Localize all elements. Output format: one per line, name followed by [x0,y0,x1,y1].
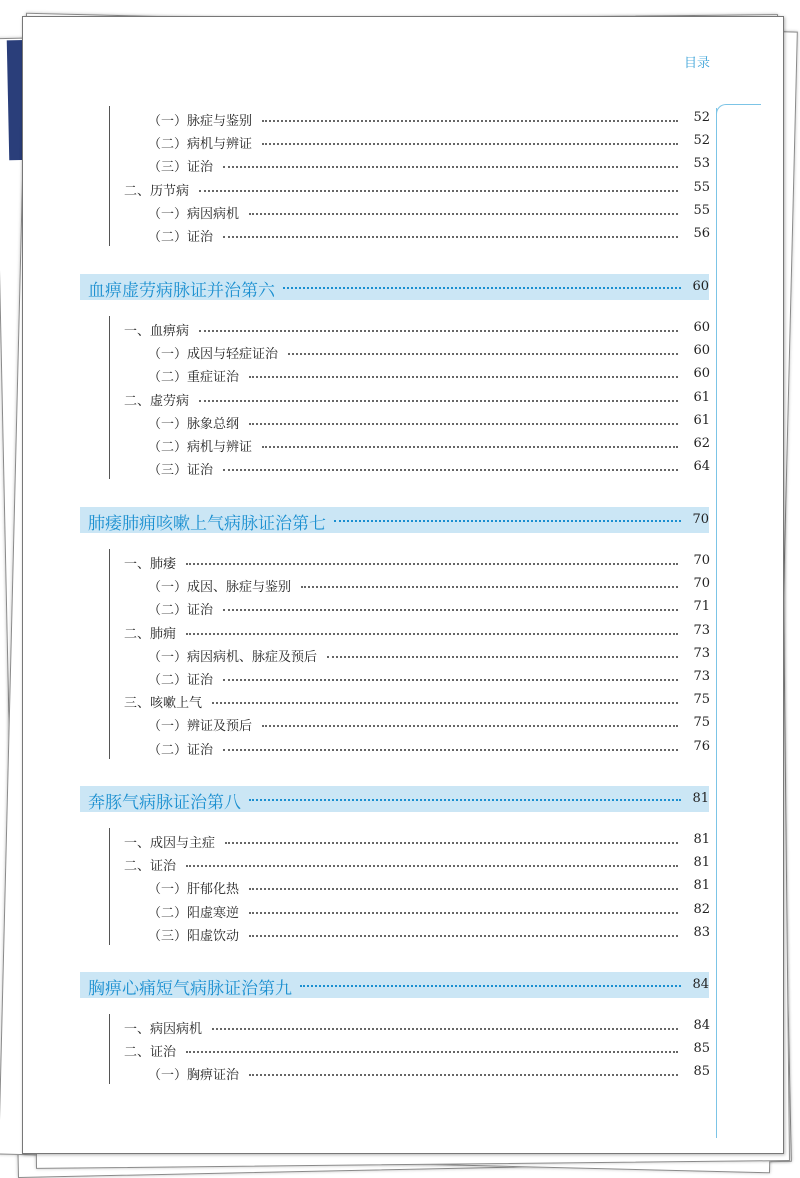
toc-page-number: 82 [693,901,710,917]
toc-section-label: 一、肺痿 [124,557,177,572]
toc-subsection-label: （一）肝郁化热 [148,882,240,898]
toc-page-number: 85 [693,1041,710,1057]
toc-page-number: 56 [693,226,710,241]
toc-subsection-label: （二）证治 [148,742,214,758]
toc-subsection-label: （一）胸痹证治 [148,1068,240,1084]
toc-subsection-label: （二）病机与辨证 [148,440,253,455]
leader-dots [288,353,678,355]
toc-entry[interactable] [0,576,800,596]
leader-dots [249,376,678,378]
toc-subsection-label: （二）阳虚寒逆 [148,905,240,921]
leader-dots [199,190,678,192]
toc-section-label: 一、病因病机 [124,1022,203,1037]
toc-subsection-label: （三）证治 [148,463,214,479]
toc-subsection-label: （二）重症证治 [148,370,240,386]
toc-entry[interactable] [0,226,800,246]
chapter-heading[interactable] [80,786,709,812]
toc-page-number: 81 [693,855,710,871]
chapter-title: 胸痹心痛短气病脉证治第九 [88,979,292,999]
toc-entry[interactable] [0,832,800,852]
toc-page-number: 70 [693,553,710,568]
toc-page-number: 85 [693,1064,710,1080]
leader-dots [199,400,678,402]
toc-entry[interactable] [0,436,800,456]
chapter-page-number: 70 [692,512,709,527]
toc-entry[interactable] [0,739,800,759]
toc-entry[interactable] [0,180,800,200]
toc-subsection-label: （一）辨证及预后 [148,719,253,735]
leader-dots [262,446,678,448]
chapter-title: 血痹虚劳病脉证并治第六 [88,281,275,301]
toc-page-number: 73 [693,622,710,638]
toc-entry[interactable] [0,390,800,410]
toc-entry[interactable] [0,855,800,875]
toc-page-number: 55 [693,202,710,218]
leader-dots [249,423,678,425]
leader-dots [249,1074,678,1076]
toc-entry[interactable] [0,366,800,386]
toc-entry[interactable] [0,459,800,479]
leader-dots [249,912,678,914]
chapter-title: 肺痿肺痈咳嗽上气病脉证治第七 [88,514,326,534]
leader-dots [223,166,678,168]
leader-dots [301,586,678,588]
leader-dots [199,330,678,332]
leader-dots [186,1051,678,1053]
toc-section-label: 一、成因与主症 [124,836,216,851]
toc-entry[interactable] [0,343,800,363]
leader-dots [249,799,681,801]
toc-subsection-label: （二）证治 [148,230,214,245]
toc-page-number: 81 [693,832,710,847]
toc-entry[interactable] [0,110,800,130]
toc-page-number: 60 [693,320,710,335]
toc-page-number: 60 [693,343,710,359]
leader-dots [249,935,678,937]
leader-dots [186,563,678,565]
toc-subsection-label: （一）脉症与鉴别 [148,114,253,129]
toc-page-number: 55 [693,179,710,195]
toc-entry[interactable] [0,692,800,712]
toc-page-number: 73 [693,669,710,684]
toc-entry[interactable] [0,646,800,666]
toc-entry[interactable] [0,203,800,223]
toc-entry[interactable] [0,320,800,340]
toc-subsection-label: （二）证治 [148,673,214,688]
running-head: 目录 [684,56,711,71]
toc-page-number: 53 [693,156,710,172]
chapter-heading[interactable] [80,507,709,533]
chapter-page-number: 60 [692,279,709,294]
toc-section-label: 二、虚劳病 [124,393,190,409]
toc-page-number: 73 [693,645,710,661]
toc-entry[interactable] [0,553,800,573]
toc-entry[interactable] [0,902,800,922]
toc-subsection-label: （二）证治 [148,603,214,619]
toc-subsection-label: （一）脉象总纲 [148,416,240,432]
leader-dots [223,236,678,238]
toc-entry[interactable] [0,623,800,643]
toc-page-number: 76 [693,738,710,754]
toc-page-number: 81 [693,878,710,894]
chapter-heading[interactable] [80,972,709,998]
chapter-heading[interactable] [80,274,709,300]
toc-page-number: 62 [693,436,710,451]
leader-dots [223,609,678,611]
leader-dots [212,702,678,704]
toc-page-number: 71 [693,599,710,615]
leader-dots [300,985,681,987]
toc-page-number: 61 [693,412,710,428]
toc-entry[interactable] [0,156,800,176]
toc-section-label: 二、证治 [124,1045,177,1061]
leader-dots [262,120,678,122]
toc-page-number: 75 [693,692,710,708]
toc-entry[interactable] [0,413,800,433]
toc-page-number: 52 [693,110,710,125]
leader-dots [225,842,678,844]
toc-entry[interactable] [0,1064,800,1084]
toc-page-number: 52 [693,133,710,149]
toc-entry[interactable] [0,925,800,945]
toc-section-label: 一、血痹病 [124,324,190,339]
leader-dots [223,749,678,751]
toc-subsection-label: （一）病因病机、脉症及预后 [148,649,318,665]
toc-page-number: 70 [693,576,710,592]
toc-page-number: 75 [693,715,710,731]
leader-dots [327,656,678,658]
toc-page-number: 60 [693,366,710,382]
toc-section-label: 二、历节病 [124,183,190,199]
leader-dots [186,865,678,867]
toc-page-number: 83 [693,924,710,940]
leader-dots [283,287,681,289]
toc-subsection-label: （三）阳虚饮动 [148,928,240,944]
toc-entry[interactable] [0,715,800,735]
toc-entry[interactable] [0,1041,800,1061]
chapter-page-number: 81 [692,791,709,806]
toc-page-number: 84 [693,1018,710,1033]
toc-entry[interactable] [0,878,800,898]
toc-section-label: 二、证治 [124,859,177,875]
toc-section-label: 二、肺痈 [124,626,177,642]
leader-dots [249,213,678,215]
toc-subsection-label: （二）病机与辨证 [148,137,253,153]
toc-subsection-label: （三）证治 [148,160,214,176]
toc-entry[interactable] [0,599,800,619]
chapter-page-number: 84 [692,977,709,992]
toc-subsection-label: （一）成因、脉症与鉴别 [148,580,292,596]
toc-subsection-label: （一）成因与轻症证治 [148,347,279,363]
toc-entry[interactable] [0,669,800,689]
leader-dots [249,888,678,890]
leader-dots [186,633,678,635]
toc-entry[interactable] [0,1018,800,1038]
leader-dots [223,469,678,471]
toc-page-number: 61 [693,389,710,405]
toc-entry[interactable] [0,133,800,153]
chapter-title: 奔豚气病脉证治第八 [88,793,241,813]
toc-subsection-label: （一）病因病机 [148,206,240,222]
leader-dots [212,1028,678,1030]
leader-dots [262,725,678,727]
leader-dots [223,679,678,681]
leader-dots [334,520,681,522]
toc-section-label: 三、咳嗽上气 [124,696,203,712]
toc-page-number: 64 [693,459,710,475]
leader-dots [262,143,678,145]
